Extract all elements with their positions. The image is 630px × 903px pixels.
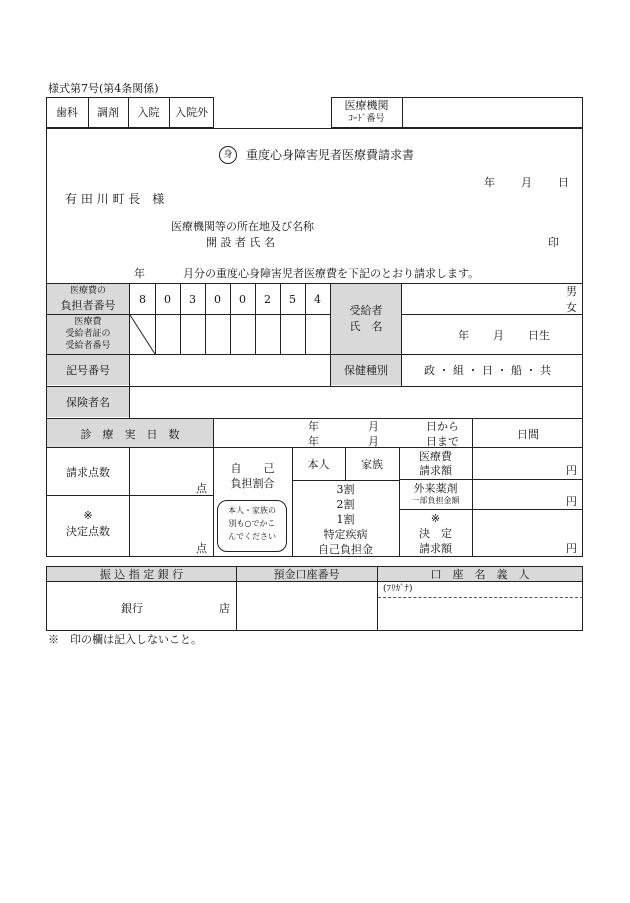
birth-year: 年 bbox=[458, 329, 469, 342]
outpatient-input[interactable] bbox=[473, 480, 582, 509]
burden-digit: 3 bbox=[189, 293, 196, 306]
account-number-input[interactable] bbox=[238, 583, 376, 630]
date-year: 年 bbox=[484, 176, 495, 189]
burden-digit: 0 bbox=[164, 293, 171, 306]
self-note-1: 本人・家族の bbox=[228, 506, 276, 515]
claim-points-unit: 点 bbox=[196, 482, 207, 495]
location-label: 医療機関等の所在地及び名称 bbox=[171, 220, 314, 233]
burden-digit: 2 bbox=[264, 293, 271, 306]
ratio-3[interactable]: 3割 bbox=[336, 483, 355, 496]
self-note-3: んでください bbox=[228, 532, 276, 541]
inst-code-label-2: ｺｰﾄﾞ番号 bbox=[348, 114, 385, 124]
from-year: 年 bbox=[308, 420, 319, 433]
account-name-label: 口 座 名 義 人 bbox=[430, 568, 530, 581]
cert-label-2: 受給者証の bbox=[65, 329, 111, 339]
recipient-label-2: 氏 名 bbox=[349, 320, 383, 333]
to-suffix: 日まで bbox=[426, 435, 459, 448]
seal-mark: 印 bbox=[548, 236, 559, 249]
burden-label-1: 医療費の bbox=[69, 286, 106, 296]
date-month: 月 bbox=[521, 176, 532, 189]
special-label-2: 自己負担金 bbox=[318, 543, 373, 556]
self-note-2: 別も○でかこ bbox=[228, 519, 276, 528]
claim-points-input[interactable] bbox=[130, 448, 212, 494]
decided-label-2: 請求額 bbox=[419, 542, 452, 555]
insurer-input[interactable] bbox=[130, 387, 582, 417]
person-option[interactable]: 本人 bbox=[307, 458, 330, 471]
addressee: 有 田 川 町 長 様 bbox=[65, 192, 165, 206]
burden-digit: 0 bbox=[239, 293, 246, 306]
outpatient-yen: 円 bbox=[566, 495, 577, 508]
ratio-2[interactable]: 2割 bbox=[336, 498, 355, 511]
burden-digit: 8 bbox=[139, 293, 146, 306]
to-month: 月 bbox=[368, 435, 379, 448]
from-month: 月 bbox=[368, 420, 379, 433]
bank-label: 振 込 指 定 銀 行 bbox=[99, 568, 184, 581]
request-year: 年 bbox=[134, 267, 145, 280]
self-burden-label-1: 自 己 bbox=[230, 462, 275, 475]
account-number-label: 預金口座番号 bbox=[273, 568, 340, 581]
bank-suffix: 銀行 bbox=[121, 602, 143, 615]
founder-label: 開 設 者 氏 名 bbox=[206, 236, 275, 249]
footnote: ※ 印の欄は記入しないこと。 bbox=[48, 633, 202, 646]
ratio-1[interactable]: 1割 bbox=[336, 513, 355, 526]
type-outpatient[interactable]: 入院外 bbox=[175, 106, 208, 119]
inst-code-label: 医療機関 bbox=[344, 99, 389, 112]
symbol-number-input[interactable] bbox=[130, 355, 330, 385]
self-burden-label-2: 負担割合 bbox=[230, 477, 275, 490]
burden-digit: 0 bbox=[214, 293, 221, 306]
cert-label-1: 医療費 bbox=[74, 317, 102, 327]
symbol-label: 記号番号 bbox=[66, 364, 110, 377]
recipient-number-input[interactable] bbox=[156, 315, 330, 354]
burden-digit: 5 bbox=[289, 293, 296, 306]
to-year: 年 bbox=[308, 435, 319, 448]
diagonal-slash-icon bbox=[130, 315, 155, 354]
recipient-label-1: 受給者 bbox=[349, 304, 383, 317]
date-day: 日 bbox=[558, 176, 569, 189]
decided-points-label: 決定点数 bbox=[66, 525, 110, 538]
female-option[interactable]: 女 bbox=[566, 301, 577, 314]
furigana-label: (ﾌﾘｶﾞﾅ) bbox=[383, 584, 413, 594]
type-pharmacy[interactable]: 調剤 bbox=[97, 106, 119, 119]
family-option[interactable]: 家族 bbox=[361, 458, 383, 471]
claim-points-label: 請求点数 bbox=[66, 466, 110, 479]
decided-label-1: 決 定 bbox=[419, 527, 452, 540]
insurance-type-options[interactable]: 政 ・ 組 ・ 日 ・ 船 ・ 共 bbox=[424, 364, 551, 377]
cert-label-3: 受給者番号 bbox=[65, 341, 111, 351]
account-name-input[interactable] bbox=[379, 599, 582, 630]
med-claim-input[interactable] bbox=[473, 448, 582, 478]
insurance-type-label: 保健種別 bbox=[344, 364, 388, 377]
from-suffix: 日から bbox=[426, 420, 459, 433]
form-title: 重度心身障害児者医療費請求書 bbox=[246, 148, 415, 162]
days-label: 診 療 実 日 数 bbox=[80, 428, 180, 441]
birth-day: 日生 bbox=[528, 329, 550, 342]
type-dental[interactable]: 歯科 bbox=[56, 106, 78, 119]
burden-digit: 4 bbox=[314, 293, 321, 306]
med-claim-label-2: 請求額 bbox=[419, 464, 452, 477]
decided-yen: 円 bbox=[566, 542, 577, 555]
outpatient-label-1: 外来薬剤 bbox=[413, 482, 458, 495]
med-claim-yen: 円 bbox=[566, 464, 577, 477]
outpatient-label-2: 一部負担金額 bbox=[411, 496, 460, 505]
days-unit: 日間 bbox=[517, 428, 539, 441]
disability-mark-icon: 身 bbox=[219, 146, 237, 164]
med-claim-label-1: 医療費 bbox=[419, 450, 452, 463]
birth-month: 月 bbox=[493, 329, 504, 342]
burden-label-2: 負担者番号 bbox=[60, 299, 116, 312]
bank-input[interactable] bbox=[48, 583, 235, 630]
branch-suffix: 店 bbox=[219, 602, 230, 615]
decided-star: ※ bbox=[430, 512, 441, 525]
insurer-label: 保険者名 bbox=[66, 396, 110, 409]
form-number: 様式第7号(第4条関係) bbox=[48, 82, 159, 95]
star-mark: ※ bbox=[83, 509, 93, 522]
type-inpatient[interactable]: 入院 bbox=[137, 106, 160, 119]
male-option[interactable]: 男 bbox=[566, 285, 577, 298]
request-text: 月分の重度心身障害児者医療費を下記のとおり請求します。 bbox=[183, 267, 480, 280]
inst-code-input[interactable] bbox=[403, 98, 582, 127]
decided-points-unit: 点 bbox=[196, 542, 207, 555]
special-label-1[interactable]: 特定疾病 bbox=[323, 528, 368, 541]
